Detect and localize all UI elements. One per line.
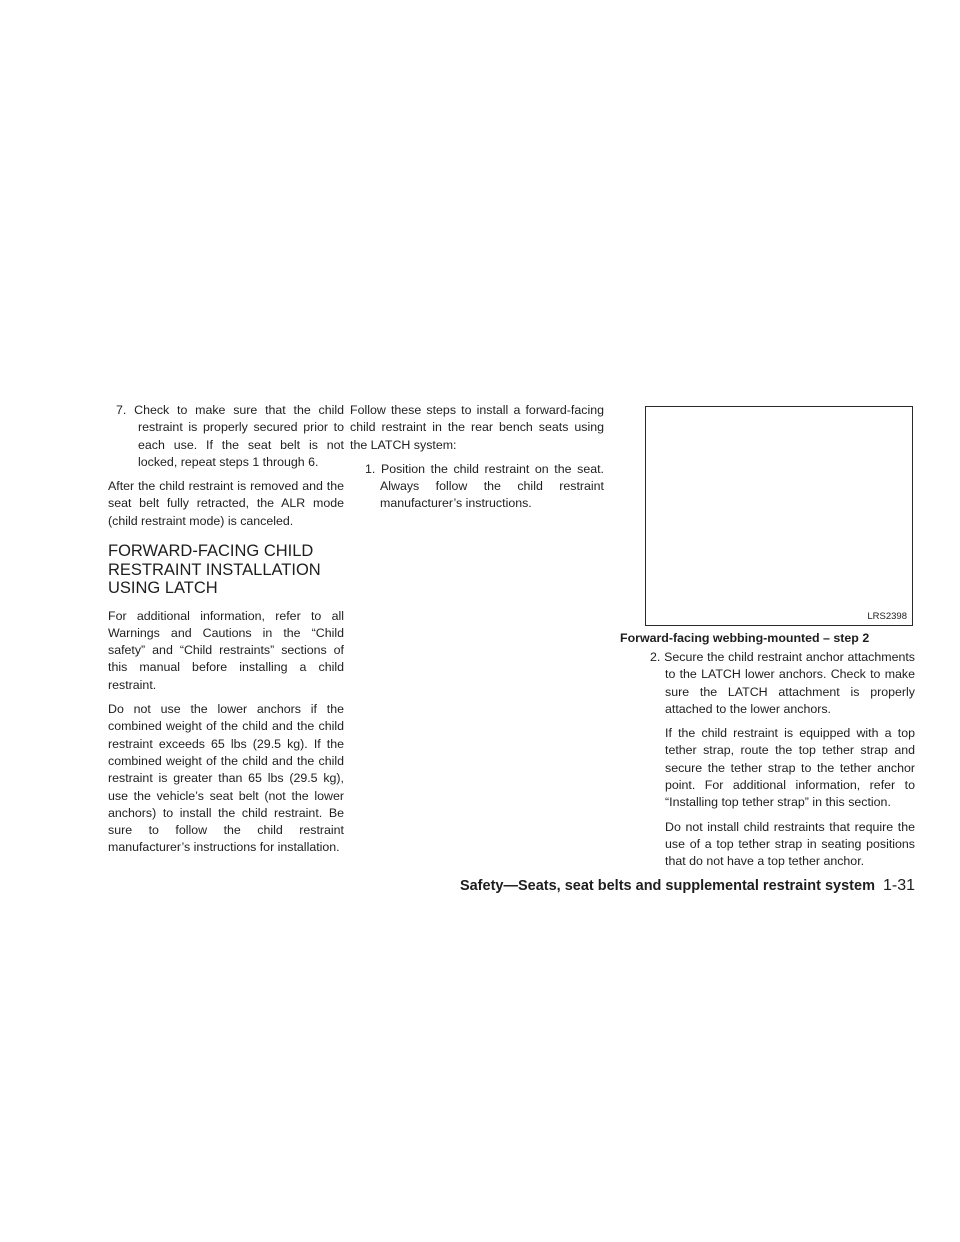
lower-anchors-paragraph: Do not use the lower anchors if the combined weight of the child and the child restraint exceeds 65 lbs (29.5 kg). If the combined weight of the child and the child restraint is greater than 65 lbs (29.5 kg), use the vehicle’s seat belt (not the lower anchors) to install the child restraint. Be sure to follow the child restraint manufacturer’s instructions for installation. (108, 702, 344, 855)
left-column (108, 402, 344, 864)
no-install-paragraph: Do not install child restraints that require the use of a top tether strap in seating positions that do not have a top tether anchor. (665, 819, 915, 869)
step-1-number: 1. (365, 461, 376, 476)
step-7-text: Check to make sure that the child restraint is properly secured prior to each use. If the seat belt is not locked, repeat steps 1 through 6. (134, 403, 344, 469)
section-heading: FORWARD-FACING CHILD RESTRAINT INSTALLATION USING LATCH (108, 542, 321, 598)
middle-column (350, 402, 604, 520)
step-2 (620, 649, 915, 718)
figure-caption: Forward-facing webbing-mounted – step 2 (620, 631, 870, 645)
page-number: 1-31 (882, 877, 915, 894)
figure-frame (645, 406, 913, 626)
step-2-number: 2. (650, 650, 661, 664)
step-1 (350, 461, 604, 513)
step-7 (108, 402, 344, 471)
step-7-number: 7. (116, 403, 127, 417)
tether-paragraph: If the child restraint is equipped with a top tether strap, route the top tether strap and secure the tether strap to the tether anchor point. For additional information, refer to “Installing top tether strap” in this section. (665, 726, 915, 810)
alr-paragraph: After the child restraint is removed and the seat belt fully retracted, the ALR mode (child restraint mode) is canceled. (108, 479, 344, 528)
intro-paragraph: Follow these steps to install a forward-facing child restraint in the rear bench seats using the LATCH system: (350, 403, 604, 452)
step-2-text: Secure the child restraint anchor attachments to the LATCH lower anchors. Check to make sure the LATCH attachment is properly attached to the lower anchors. (664, 650, 915, 716)
section-title: Safety—Seats, seat belts and supplemental restraint system (459, 878, 875, 894)
info-paragraph: For additional information, refer to all Warnings and Cautions in the “Child safety” and “Child restraints” sections of this manual before installing a child restraint. (108, 608, 344, 692)
page-footer (455, 877, 915, 895)
figure-code: LRS2398 (867, 611, 907, 622)
step-1-text: Position the child restraint on the seat. Always follow the child restraint manufacturer’s instructions. (380, 461, 604, 511)
right-column (620, 649, 915, 878)
